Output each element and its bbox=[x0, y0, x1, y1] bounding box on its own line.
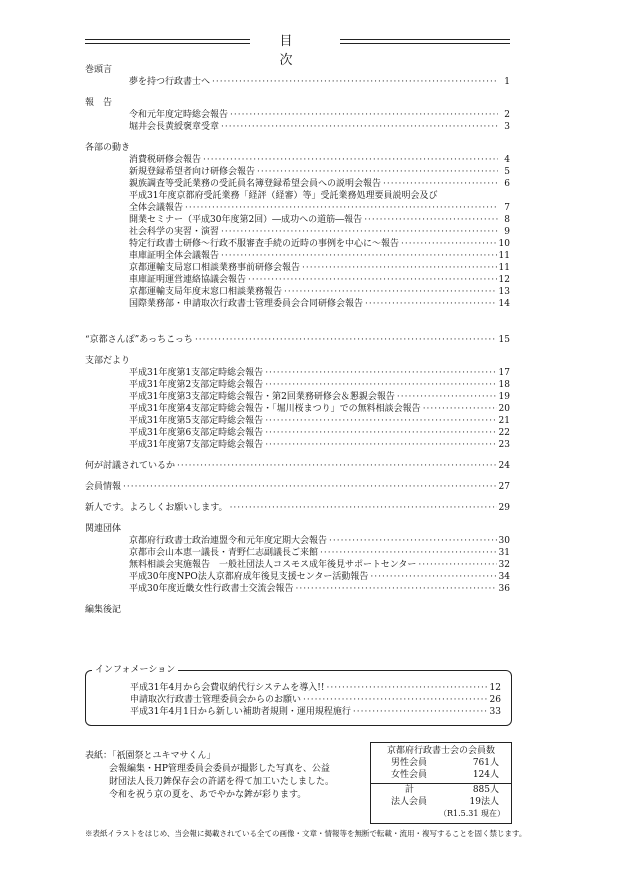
toc-entry bbox=[130, 706, 501, 718]
leader-dots bbox=[248, 274, 497, 286]
toc-entry-page: 21 bbox=[498, 416, 510, 426]
leader-dots bbox=[203, 154, 498, 166]
toc-section bbox=[85, 523, 510, 595]
toc-entry bbox=[85, 226, 510, 238]
toc-entry-title: 京都運輸支局窓口相談業務事前研修会報告 bbox=[129, 263, 301, 273]
corporate-members-row bbox=[371, 796, 511, 808]
toc-entry-title: 平成31年度第6支部定時総会報告 bbox=[129, 428, 264, 438]
leader-dots bbox=[185, 202, 498, 214]
toc-entry-title: 夢を持つ行政書士へ bbox=[129, 77, 211, 87]
toc-entry-page: 11 bbox=[498, 263, 510, 273]
toc-entry-title: 開業セミナー（平成30年度第2回）―成功への道筋―報告 bbox=[129, 215, 363, 225]
male-members-label: 男性会員 bbox=[391, 758, 428, 768]
toc-entry-title: “京都さんぽ”あっちこっち bbox=[85, 335, 193, 345]
toc-entry bbox=[85, 535, 510, 547]
toc-entry-page: 26 bbox=[489, 695, 501, 705]
female-members-row bbox=[371, 769, 511, 781]
toc-entry-title: 平成31年4月から会費収納代行システムを導入!! bbox=[130, 683, 325, 693]
information-list bbox=[130, 682, 501, 718]
member-count-box bbox=[370, 742, 512, 824]
toc-entry-title: 社会科学の実習・演習 bbox=[129, 227, 220, 237]
leader-dots bbox=[353, 706, 488, 718]
toc-entry bbox=[130, 694, 501, 706]
toc-section bbox=[85, 97, 510, 133]
toc-section bbox=[85, 334, 510, 346]
toc-section-heading: 編集後記 bbox=[85, 605, 122, 615]
leader-dots bbox=[423, 403, 497, 415]
toc-entry-title: 全体会議報告 bbox=[129, 203, 184, 213]
toc-entry bbox=[85, 559, 510, 571]
toc-entry-page: 5 bbox=[504, 167, 510, 177]
toc-entry-page: 19 bbox=[498, 392, 510, 402]
leader-dots bbox=[365, 298, 497, 310]
leader-dots bbox=[303, 694, 488, 706]
total-members-value: 885人 bbox=[472, 785, 499, 795]
toc-section bbox=[85, 502, 510, 514]
toc-entry-title: 京都府行政書士政治連盟令和元年度定期大会報告 bbox=[129, 536, 328, 546]
member-count-date: （R1.5.31 現在） bbox=[438, 809, 505, 818]
toc-section bbox=[85, 142, 510, 310]
toc-entry bbox=[85, 262, 510, 274]
toc-entry bbox=[130, 682, 501, 694]
toc-entry-title: 令和元年度定時総会報告 bbox=[129, 110, 229, 120]
toc-entry bbox=[85, 367, 510, 379]
cover-line: 財団法人長刀鉾保存会の許諾を得て加工いたしました。 bbox=[109, 777, 335, 787]
leader-dots bbox=[397, 391, 497, 403]
leader-dots bbox=[257, 166, 498, 178]
toc-entry-page: 1 bbox=[504, 77, 510, 87]
toc-entry-page: 18 bbox=[498, 380, 510, 390]
toc-entry-title: 会員情報 bbox=[85, 482, 122, 492]
toc-entry bbox=[85, 334, 510, 346]
toc-entry bbox=[85, 439, 510, 451]
toc-entry-page: 34 bbox=[498, 572, 510, 582]
toc-entry-title: 京都運輸支局年度末窓口相談業務報告 bbox=[129, 287, 283, 297]
male-members-value: 761人 bbox=[472, 758, 499, 768]
toc-entry-title: 車庫証明全体会議報告 bbox=[129, 251, 220, 261]
toc-entry-page: 3 bbox=[504, 122, 510, 132]
toc-entry-title: 平成30年度近畿女性行政書士交流会報告 bbox=[129, 584, 294, 594]
toc-entry bbox=[85, 76, 510, 88]
toc-entry-page: 23 bbox=[498, 440, 510, 450]
toc-entry-title: 平成31年度第5支部定時総会報告 bbox=[129, 416, 264, 426]
leader-dots bbox=[177, 460, 497, 472]
cover-caption bbox=[85, 750, 365, 802]
leader-dots bbox=[221, 250, 497, 262]
toc-entry-title: 平成31年度第1支部定時総会報告 bbox=[129, 368, 264, 378]
toc-entry-page: 15 bbox=[498, 335, 510, 345]
female-members-label: 女性会員 bbox=[391, 770, 428, 780]
toc-entry-page: 31 bbox=[498, 548, 510, 558]
leader-dots bbox=[221, 121, 498, 133]
toc-entry-title: 特定行政書士研修～行政不服審査手続の近時の事例を中心に～報告 bbox=[129, 239, 400, 249]
copyright-notice: ※表紙イラストをはじめ、当会報に掲載されている全ての画像・文章・情報等を無断で転載・流用・複写することを固く禁じます。 bbox=[85, 829, 527, 838]
toc-entry bbox=[85, 154, 510, 166]
leader-dots bbox=[364, 214, 498, 226]
toc-entry-page: 12 bbox=[489, 683, 501, 693]
toc-entry-page: 11 bbox=[498, 251, 510, 261]
leader-dots bbox=[265, 427, 496, 439]
toc-entry-page: 10 bbox=[498, 239, 510, 249]
toc-entry-page: 29 bbox=[498, 503, 510, 513]
toc-entry-title: 平成31年度第2支部定時総会報告 bbox=[129, 380, 264, 390]
leader-dots bbox=[212, 76, 498, 88]
toc-entry bbox=[85, 109, 510, 121]
leader-dots bbox=[401, 238, 497, 250]
toc-entry-title: 平成30年度NPO法人京都府成年後見支援センター活動報告 bbox=[129, 572, 369, 582]
toc-entry-page: 14 bbox=[498, 299, 510, 309]
toc-entry-page: 13 bbox=[498, 287, 510, 297]
toc-entry-title: 京都市会山本恵一議長・青野仁志副議長ご来館 bbox=[129, 548, 319, 558]
toc-entry-page: 9 bbox=[504, 227, 510, 237]
toc-entry bbox=[85, 481, 510, 493]
toc-entry-page: 4 bbox=[504, 155, 510, 165]
information-box bbox=[85, 665, 512, 726]
toc-entry bbox=[85, 178, 510, 190]
toc-entry-page: 17 bbox=[498, 368, 510, 378]
toc-entry-page: 20 bbox=[498, 404, 510, 414]
toc-entry-page: 24 bbox=[498, 461, 510, 471]
leader-dots bbox=[265, 367, 496, 379]
toc-entry-page: 36 bbox=[498, 584, 510, 594]
leader-dots bbox=[230, 109, 498, 121]
toc-section-heading: 支部だより bbox=[85, 356, 131, 366]
toc-entry bbox=[85, 286, 510, 298]
toc-entry bbox=[85, 403, 510, 415]
member-count-title: 京都府行政書士会の会員数 bbox=[386, 746, 495, 756]
toc-entry-title: 新人です。よろしくお願いします。 bbox=[85, 503, 228, 513]
total-members-label: 計 bbox=[405, 785, 415, 795]
toc-entry-page: 27 bbox=[498, 482, 510, 492]
toc-title-row bbox=[85, 30, 510, 68]
toc-entry-title: 無料相談会実施報告 一般社団法人コスモス成年後見サポートセンター bbox=[129, 560, 417, 570]
toc-entry-page: 12 bbox=[498, 275, 510, 285]
toc-entry bbox=[85, 250, 510, 262]
toc-entry-title: 申請取次行政書士管理委員会からのお願い bbox=[130, 695, 302, 705]
toc-entry bbox=[85, 502, 510, 514]
male-members-row bbox=[371, 757, 511, 769]
cover-line: 表紙：「祇園祭とユキマサくん」 bbox=[85, 751, 216, 761]
leader-dots bbox=[320, 547, 497, 559]
toc-entry-page: 7 bbox=[504, 203, 510, 213]
toc-entry-title: 平成31年4月1日から新しい補助者規則・運用規程施行 bbox=[130, 707, 351, 717]
cover-line: 会報編集・HP管理委員会委員が撮影した写真を、公益 bbox=[109, 764, 330, 774]
toc-entry-title: 車庫証明運営連絡協議会報告 bbox=[129, 275, 247, 285]
toc-entry-title: 国際業務部・申請取次行政書士管理委員会合同研修会報告 bbox=[129, 299, 364, 309]
toc-section bbox=[85, 460, 510, 472]
total-members-row bbox=[371, 783, 511, 796]
toc-entry-title: 何が討議されているか bbox=[85, 461, 176, 471]
toc-entry-title: 消費税研修会報告 bbox=[129, 155, 202, 165]
leader-dots bbox=[284, 286, 497, 298]
toc-entry-title: 平成31年度第7支部定時総会報告 bbox=[129, 440, 264, 450]
toc-entry-page: 30 bbox=[498, 536, 510, 546]
title-rule-left bbox=[85, 39, 250, 44]
leader-dots bbox=[265, 379, 496, 391]
leader-dots bbox=[230, 502, 497, 514]
corporate-members-label: 法人会員 bbox=[391, 797, 428, 807]
leader-dots bbox=[265, 415, 496, 427]
toc-entry-title: 平成31年度京都府受託業務「経評（経審）等」受託業務処理要員説明会及び bbox=[129, 191, 438, 201]
leader-dots bbox=[370, 571, 496, 583]
toc-entry-page: 2 bbox=[504, 110, 510, 120]
toc-section-heading: 各部の動き bbox=[85, 143, 131, 153]
leader-dots bbox=[383, 178, 498, 190]
toc-entry bbox=[85, 427, 510, 439]
toc-section bbox=[85, 481, 510, 493]
cover-line: 令和を祝う京の夏を、あでやかな鉾が彩ります。 bbox=[109, 790, 307, 800]
toc-entry bbox=[85, 547, 510, 559]
female-members-value: 124人 bbox=[472, 770, 499, 780]
toc-section-heading: 関連団体 bbox=[85, 524, 122, 534]
toc-entry-title: 堀井会長黄綬褒章受章 bbox=[129, 122, 220, 132]
leader-dots bbox=[329, 535, 497, 547]
leader-dots bbox=[265, 439, 496, 451]
toc-entry-title: 平成31年度第3支部定時総会報告・第2回業務研修会＆懇親会報告 bbox=[129, 392, 395, 402]
toc-section bbox=[85, 64, 510, 88]
leader-dots bbox=[302, 262, 497, 274]
information-label: インフォメーション bbox=[92, 664, 178, 676]
toc-entry bbox=[85, 583, 510, 595]
toc-entry-page: 6 bbox=[504, 179, 510, 189]
toc-entry bbox=[85, 391, 510, 403]
toc-entry bbox=[85, 379, 510, 391]
corporate-members-value: 19法人 bbox=[469, 797, 499, 807]
toc-entry-title: 平成31年度第4支部定時総会報告・「堀川桜まつり」での無料相談会報告 bbox=[129, 404, 421, 414]
toc-section-heading: 報 告 bbox=[85, 98, 113, 108]
leader-dots bbox=[123, 481, 497, 493]
toc-entry bbox=[85, 190, 510, 202]
leader-dots bbox=[295, 583, 496, 595]
toc-entry-title: 親族調査等受託業務の受託員名簿登録希望会員への説明会報告 bbox=[129, 179, 382, 189]
toc-section bbox=[85, 355, 510, 451]
toc-entry bbox=[85, 415, 510, 427]
toc-entry bbox=[85, 571, 510, 583]
table-of-contents bbox=[85, 64, 510, 616]
toc-entry bbox=[85, 166, 510, 178]
toc-entry-title: 新規登録希望者向け研修会報告 bbox=[129, 167, 256, 177]
toc-entry bbox=[85, 460, 510, 472]
page-title: 目 次 bbox=[279, 34, 342, 68]
toc-entry-page: 22 bbox=[498, 428, 510, 438]
title-rule-right bbox=[340, 39, 510, 44]
toc-entry bbox=[85, 121, 510, 133]
toc-entry bbox=[85, 274, 510, 286]
toc-entry bbox=[85, 214, 510, 226]
leader-dots bbox=[327, 682, 488, 694]
toc-entry-page: 32 bbox=[498, 560, 510, 570]
leader-dots bbox=[195, 334, 497, 346]
toc-entry bbox=[85, 238, 510, 250]
toc-entry-page: 33 bbox=[489, 707, 501, 717]
toc-section-heading: 巻頭言 bbox=[85, 65, 113, 75]
toc-entry bbox=[85, 298, 510, 310]
toc-entry-page: 8 bbox=[504, 215, 510, 225]
toc-entry bbox=[85, 202, 510, 214]
leader-dots bbox=[418, 559, 496, 571]
toc-section bbox=[85, 604, 510, 616]
leader-dots bbox=[221, 226, 498, 238]
